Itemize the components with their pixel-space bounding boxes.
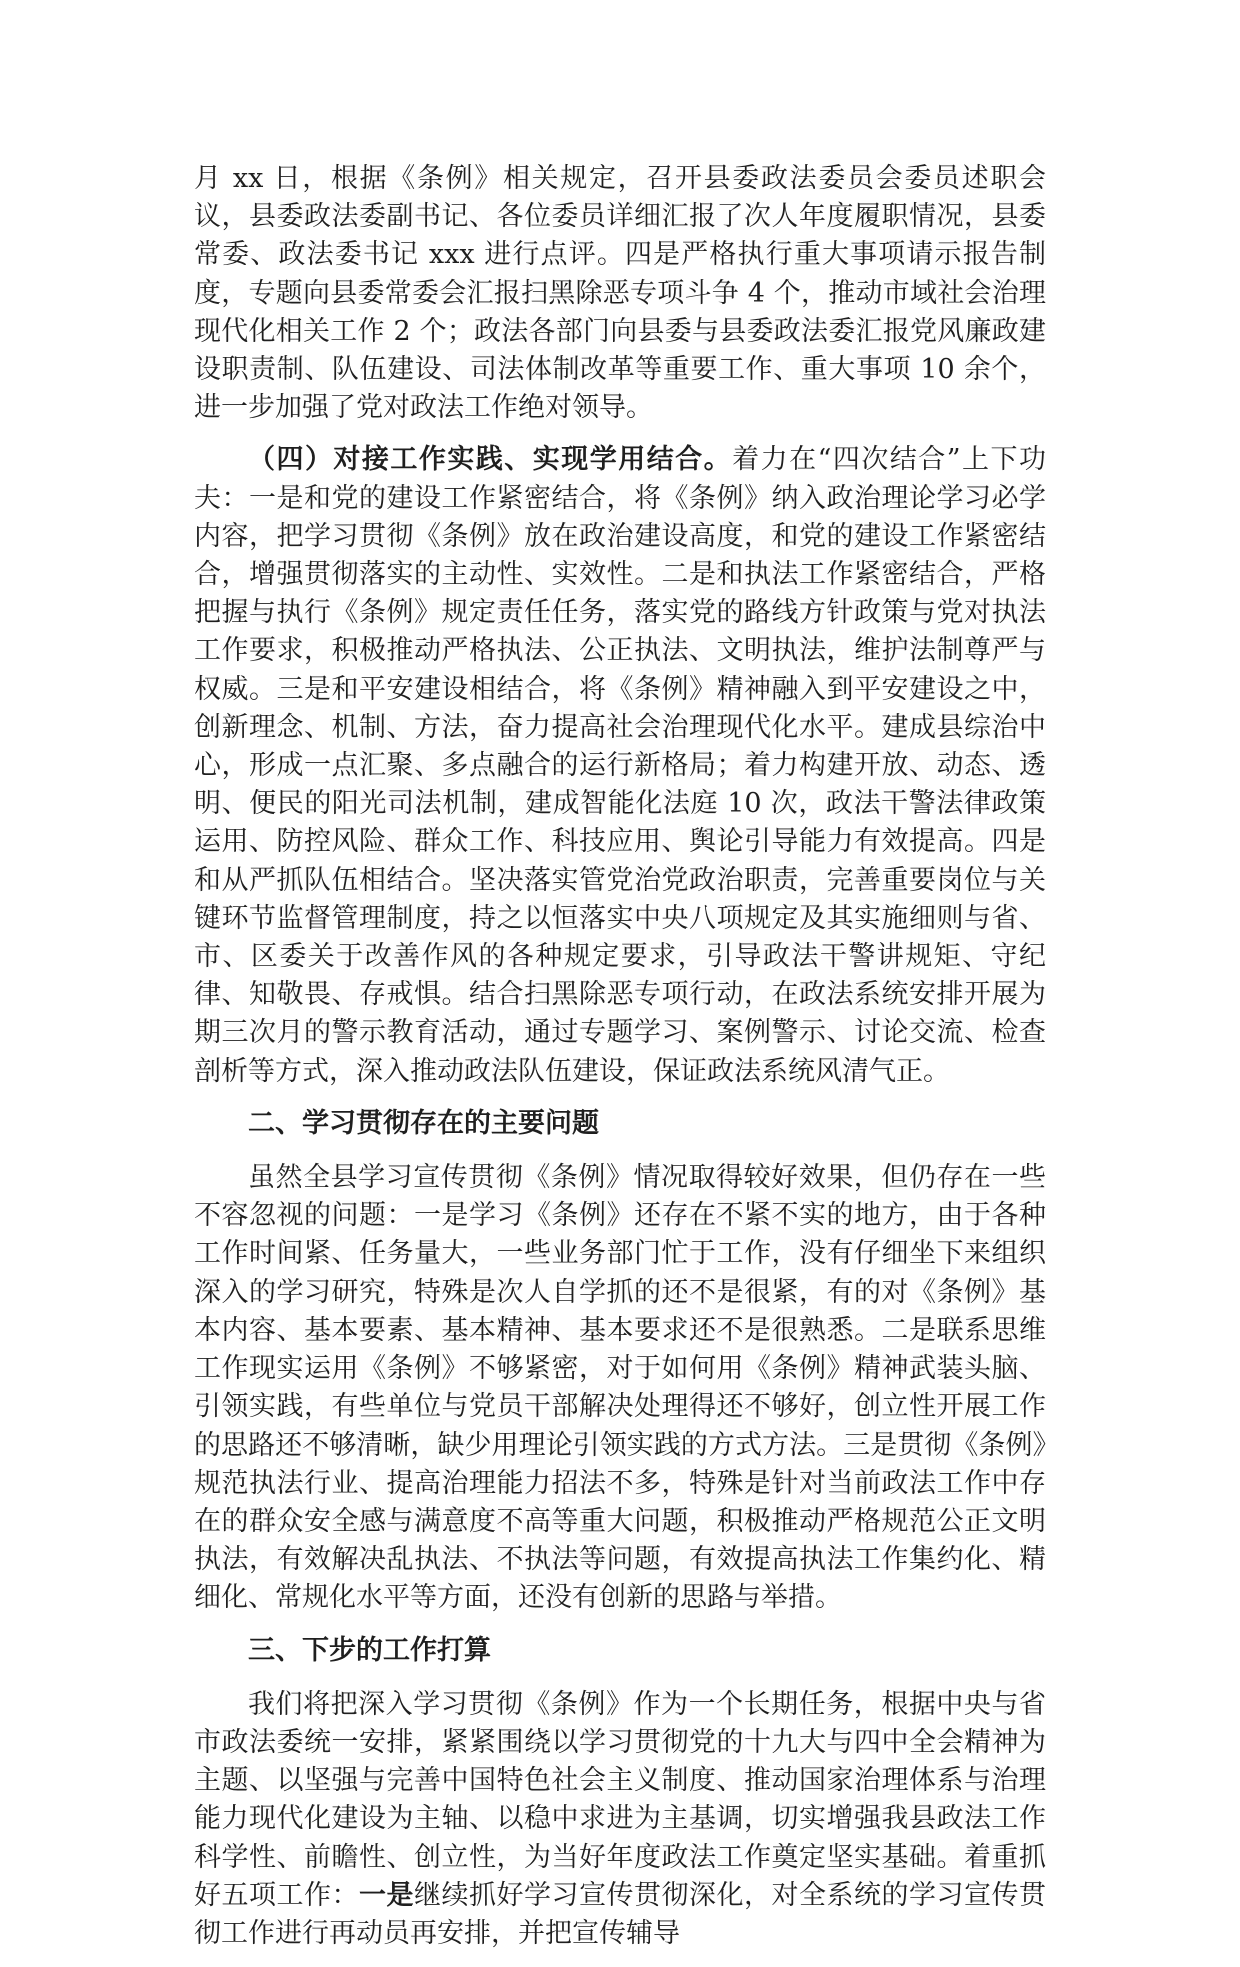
section-4-lead: （四）对接工作实践、实现学用结合。	[248, 444, 733, 476]
paragraph-next-steps	[194, 1686, 1046, 1953]
section-4-body: 着力在“四次结合”上下功夫：一是和党的建设工作紧密结合，将《条例》纳入政治理论学习必学内容，把学习贯彻《条例》放在政治建设高度，和党的建设工作紧密结合，增强贯彻落实的主动性、实效性。二是和执法工作紧密结合，严格把握与执行《条例》规定责任任务，落实党的路线方针政策与党对执法工作要求，积极推动严格执法、公正执法、文明执法，维护法制尊严与权威。三是和平安建设相结合，将《条例》精神融入到平安建设之中，创新理念、机制、方法，奋力提高社会治理现代化水平。建成县综治中心，形成一点汇聚、多点融合的运行新格局；着力构建开放、动态、透明、便民的阳光司法机制，建成智能化法庭 10 次，政法干警法律政策运用、防控风险、群众工作、科技应用、舆论引导能力有效提高。四是和从严抓队伍相结合。坚决落实管党治党政治职责，完善重要岗位与关键环节监督管理制度，持之以恒落实中央八项规定及其实施细则与省、市、区委关于改善作风的各种规定要求，引导政法干警讲规矩、守纪律、知敬畏、存戒惧。结合扫黑除恶专项行动，在政法系统安排开展为期三次月的警示教育活动，通过专题学习、案例警示、讨论交流、检查剖析等方式，深入推动政法队伍建设，保证政法系统风清气正。	[194, 444, 1047, 1087]
heading-main-problems: 二、学习贯彻存在的主要问题	[248, 1107, 599, 1139]
paragraph-four-combinations	[194, 441, 1046, 1090]
heading-next-steps: 三、下步的工作打算	[248, 1634, 491, 1666]
next-steps-item-1-text: 继续抓好学习宣传贯彻深化，对全系统的学习宣传贯彻工作进行再动员再安排，并把宣传辅导	[194, 1879, 1046, 1949]
next-steps-item-1-label: 一是	[359, 1879, 414, 1911]
next-steps-intro: 我们将把深入学习贯彻《条例》作为一个长期任务，根据中央与省市政法委统一安排，紧紧围绕以学习贯彻党的十九大与四中全会精神为主题、以坚强与完善中国特色社会主义制度、推动国家治理体系与治理能力现代化建设为主轴、以稳中求进为主基调，切实增强我县政法工作科学性、前瞻性、创立性，为当好年度政法工作奠定坚实基础。着重抓好五项工作：	[194, 1688, 1046, 1911]
paragraph-reporting-system: 月 xx 日，根据《条例》相关规定，召开县委政法委员会委员述职会议，县委政法委副书记、各位委员详细汇报了次人年度履职情况，县委常委、政法委书记 xxx 进行点评。四是严格执行重大事项请示报告制度，专题向县委常委会汇报扫黑除恶专项斗争 4 个，推动市域社会治理现代化相关工作 2 个；政法各部门向县委与县委政法委汇报党风廉政建设职责制、队伍建设、司法体制改革等重要工作、重大事项 10 余个，进一步加强了党对政法工作绝对领导。	[194, 163, 1046, 424]
document-page	[194, 160, 1046, 1967]
paragraph-main-problems: 虽然全县学习宣传贯彻《条例》情况取得较好效果，但仍存在一些不容忽视的问题：一是学习《条例》还存在不紧不实的地方，由于各种工作时间紧、任务量大，一些业务部门忙于工作，没有仔细坐下来组织深入的学习研究，特殊是次人自学抓的还不是很紧，有的对《条例》基本内容、基本要素、基本精神、基本要求还不是很熟悉。二是联系思维工作现实运用《条例》不够紧密，对于如何用《条例》精神武装头脑、引领实践，有些单位与党员干部解决处理得还不够好，创立性开展工作的思路还不够清晰，缺少用理论引领实践的方式方法。三是贯彻《条例》规范执法行业、提高治理能力招法不多，特殊是针对当前政法工作中存在的群众安全感与满意度不高等重大问题，积极推动严格规范公正文明执法，有效解决乱执法、不执法等问题，有效提高执法工作集约化、精细化、常规化水平等方面，还没有创新的思路与举措。	[194, 1162, 1046, 1614]
